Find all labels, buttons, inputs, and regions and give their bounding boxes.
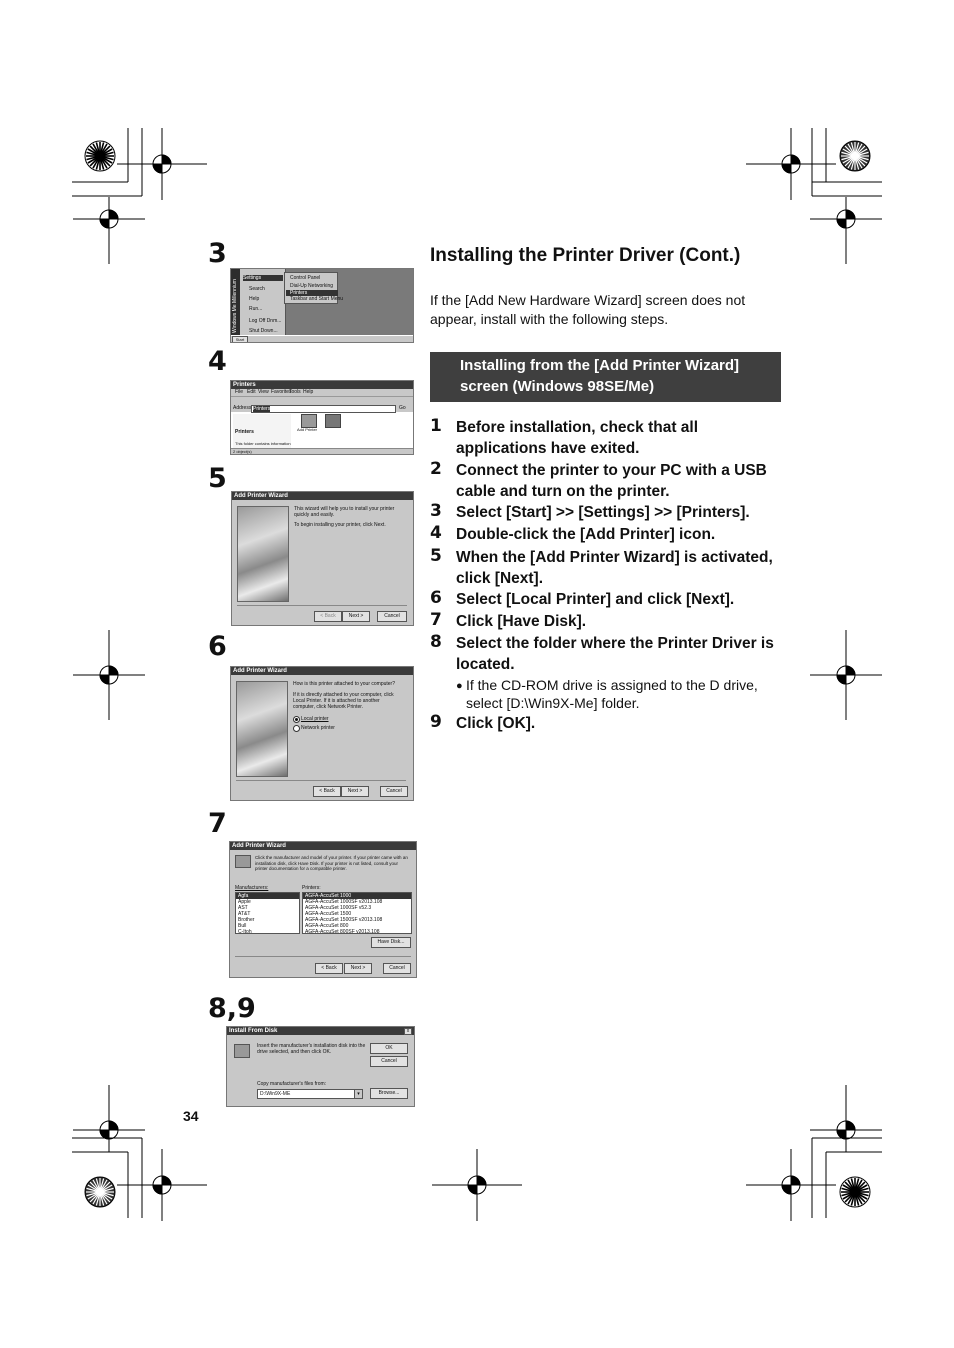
instruction-text: Connect the printer to your PC with a USB cable and turn on the printer. <box>456 462 767 500</box>
menu-help[interactable]: Help <box>303 389 314 395</box>
cancel-button[interactable]: Cancel <box>383 963 411 974</box>
start-item-shutdown[interactable]: Shut Down... <box>249 328 278 334</box>
have-disk-button[interactable]: Have Disk... <box>371 937 411 948</box>
wizard-local-divider <box>236 780 406 781</box>
manufacturer-item[interactable]: Agfa <box>236 893 299 899</box>
manufacturer-item[interactable]: Brother <box>238 917 255 923</box>
step-label-5: 5 <box>208 463 227 494</box>
wizard-divider <box>237 605 407 606</box>
note-text: If the CD-ROM drive is assigned to the D drive, select [D:\Win9X-Me] folder. <box>466 677 758 711</box>
wizard-intro-line1: This wizard will help you to install your printer quickly and easily. <box>294 506 395 518</box>
submenu-taskbar[interactable]: Taskbar and Start Menu <box>290 296 344 302</box>
wizard-local-question: How is this printer attached to your computer? <box>293 681 395 687</box>
path-value: D:\Win9X-ME <box>260 1091 291 1097</box>
printers-window-title: Printers <box>231 381 413 389</box>
instruction-text: Click [Have Disk]. <box>456 613 587 630</box>
network-printer-label: Network printer <box>301 725 335 731</box>
manufacturer-item[interactable]: C-Itoh <box>238 929 252 934</box>
instruction-number: 6 <box>430 588 442 608</box>
address-bar <box>231 404 413 412</box>
wizard-printer-photo <box>237 506 289 602</box>
printers-label: Printers: <box>302 885 321 891</box>
taskbar <box>231 335 413 343</box>
chevron-down-icon[interactable]: ▾ <box>354 1090 362 1098</box>
manufacturer-item[interactable]: AST <box>238 905 248 911</box>
start-menu-banner <box>231 269 240 335</box>
step-label-4: 4 <box>208 346 227 377</box>
instruction-text: Before installation, check that all applications have exited. <box>456 419 699 457</box>
install-disk-text: Insert the manufacturer's installation disk into the drive selected, and then click OK. <box>257 1043 366 1055</box>
printer-item[interactable]: AGFA-AccuSet 1000SF v2013.108 <box>305 899 383 905</box>
disk-drive-icon <box>234 1044 250 1058</box>
add-printer-label: Add Printer <box>297 427 318 432</box>
start-button[interactable]: Start <box>232 336 248 343</box>
start-item-run[interactable]: Run... <box>249 306 263 312</box>
settings-submenu <box>284 272 344 304</box>
step-label-6: 6 <box>208 631 227 662</box>
bullet-icon: ● <box>456 680 463 692</box>
instruction-text: Select [Local Printer] and click [Next]. <box>456 591 735 608</box>
wizard-intro-title: Add Printer Wizard <box>232 492 413 500</box>
wizard-manufacturer-text: Click the manufacturer and model of your printer. If your printer came with an installation disk, click Have Disk. If your printer is not listed, consult your printer documentation for a compatible printer. <box>255 855 408 871</box>
manufacturers-list[interactable] <box>235 892 300 934</box>
wizard-local-photo <box>236 681 288 777</box>
next-button[interactable]: Next > <box>341 786 369 797</box>
go-button[interactable]: Go <box>399 405 406 411</box>
printers-side-panel <box>233 414 291 448</box>
back-button[interactable]: < Back <box>315 963 343 974</box>
cancel-button[interactable]: Cancel <box>380 786 408 797</box>
menu-edit[interactable]: Edit <box>247 389 256 395</box>
status-bar <box>231 448 413 455</box>
instruction-number: 9 <box>430 712 442 732</box>
instruction-text: Select the folder where the Printer Driver is located. <box>456 635 774 673</box>
copy-label: Copy manufacturer's files from: <box>257 1081 327 1087</box>
submenu-control-panel[interactable]: Control Panel <box>290 275 321 281</box>
instruction-text: When the [Add Printer Wizard] is activated, click [Next]. <box>456 549 773 587</box>
next-button[interactable]: Next > <box>344 963 372 974</box>
start-menu-banner-text: Windows Me Millennium <box>232 279 238 333</box>
local-printer-radio[interactable] <box>293 716 300 723</box>
menu-favorites[interactable]: Favorites <box>271 389 292 395</box>
wizard-manufacturer-screenshot <box>229 841 417 978</box>
instruction-number: 8 <box>430 632 442 652</box>
close-icon[interactable]: x <box>404 1028 412 1035</box>
wizard-intro-line2: To begin installing your printer, click Next. <box>294 522 386 528</box>
instruction-text: Double-click the [Add Printer] icon. <box>456 526 716 543</box>
intro-text: If the [Add New Hardware Wizard] screen does not appear, install with the following steps. <box>430 292 746 327</box>
printer-item[interactable]: AGFA-AccuSet 1000SF v52.3 <box>305 905 372 911</box>
printer-item[interactable]: AGFA-AccuSet 1500SF v2013.108 <box>305 917 383 923</box>
start-item-help[interactable]: Help <box>249 296 260 302</box>
start-item-search[interactable]: Search <box>249 286 265 292</box>
instruction-text: Select [Start] >> [Settings] >> [Printers]. <box>456 504 750 521</box>
section-banner: Installing from the [Add Printer Wizard] screen (Windows 98SE/Me) <box>430 352 781 402</box>
manufacturers-label: Manufacturers: <box>235 885 269 891</box>
back-button[interactable]: < Back <box>313 786 341 797</box>
local-printer-label: Local printer <box>301 716 329 722</box>
submenu-dialup[interactable]: Dial-Up Networking <box>290 283 334 289</box>
step-label-3: 3 <box>208 238 227 269</box>
printers-menubar <box>231 389 413 396</box>
printer-item[interactable]: AGFA-AccuSet 1000 <box>303 893 411 899</box>
printer-item[interactable]: AGFA-AccuSet 800SF v2013.108 <box>305 929 380 934</box>
wizard-manufacturer-divider <box>235 956 411 957</box>
printer-icon <box>235 855 251 868</box>
path-input[interactable] <box>257 1089 363 1099</box>
network-printer-radio[interactable] <box>293 725 300 732</box>
instruction-number: 3 <box>430 501 442 521</box>
menu-file[interactable]: File <box>235 389 244 395</box>
manufacturer-item[interactable]: Bull <box>238 923 247 929</box>
cancel-button[interactable]: Cancel <box>377 611 407 622</box>
wizard-manufacturer-title: Add Printer Wizard <box>230 842 416 850</box>
install-disk-title: Install From Disk <box>227 1027 414 1035</box>
wizard-intro-screenshot <box>231 491 414 626</box>
instruction-number: 4 <box>430 523 442 543</box>
panel-title: Printers <box>235 429 254 435</box>
start-item-logoff[interactable]: Log Off Dnm... <box>249 318 282 324</box>
step-label-7: 7 <box>208 808 227 839</box>
instruction-number: 7 <box>430 610 442 630</box>
instruction-text: Click [OK]. <box>456 715 536 732</box>
menu-view[interactable]: View <box>258 389 269 395</box>
panel-text: This folder contains information <box>235 441 291 446</box>
menu-tools[interactable]: Tools <box>289 389 301 395</box>
page-number: 34 <box>183 1108 199 1124</box>
printers-list[interactable] <box>302 892 412 934</box>
install-disk-screenshot <box>226 1026 415 1107</box>
start-item-settings[interactable]: Settings <box>243 275 283 281</box>
start-menu-screenshot <box>230 268 414 343</box>
printer-item[interactable]: AGFA-AccuSet 800 <box>305 923 349 929</box>
page-heading: Installing the Printer Driver (Cont.) <box>430 245 741 266</box>
instruction-number: 1 <box>430 416 442 436</box>
printer-icon[interactable] <box>325 414 341 428</box>
instruction-number: 5 <box>430 546 442 566</box>
printer-item[interactable]: AGFA-AccuSet 1500 <box>305 911 352 917</box>
instruction-number: 2 <box>430 459 442 479</box>
cancel-button[interactable]: Cancel <box>370 1056 408 1067</box>
submenu-printers[interactable]: Printers <box>286 290 338 296</box>
address-value: Printers <box>253 406 271 412</box>
browse-button[interactable]: Browse... <box>370 1088 408 1099</box>
manufacturer-item[interactable]: Apple <box>238 899 251 905</box>
ok-button[interactable]: OK <box>370 1043 408 1054</box>
address-input[interactable] <box>251 405 396 413</box>
next-button[interactable]: Next > <box>342 611 370 622</box>
manufacturer-item[interactable]: AT&T <box>238 911 251 917</box>
step-label-8-9: 8,9 <box>208 993 256 1024</box>
add-printer-icon[interactable] <box>301 414 317 428</box>
status-text: 2 object(s) <box>233 449 252 454</box>
printers-folder-screenshot <box>230 380 414 455</box>
wizard-local-title: Add Printer Wizard <box>231 667 413 675</box>
address-label: Address <box>233 405 252 411</box>
back-button[interactable]: < Back <box>314 611 342 622</box>
wizard-local-explain: If it is directly attached to your computer, click Local Printer. If it is attached to another computer, click Network Printer. <box>293 692 394 710</box>
wizard-local-screenshot <box>230 666 414 801</box>
